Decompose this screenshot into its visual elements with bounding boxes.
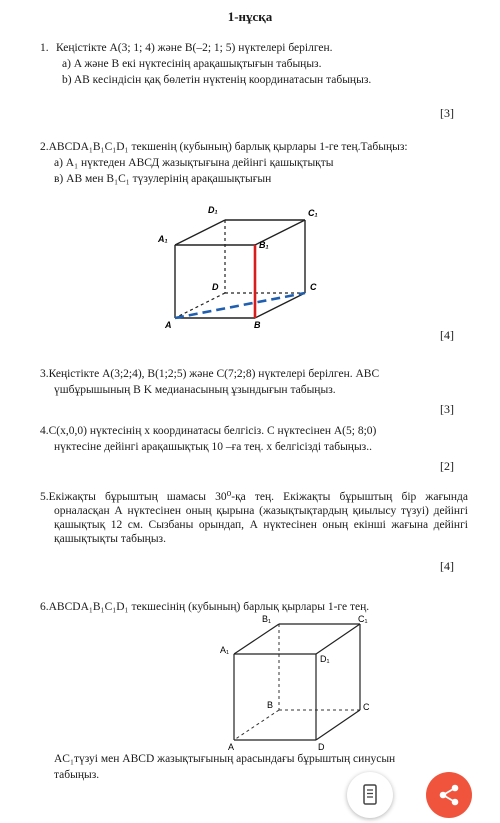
q3-points: [3] bbox=[440, 402, 454, 416]
cube1-visible-edges bbox=[175, 220, 305, 318]
q4-line2: нүктесіне дейінгі арақашықтық 10 –ға тең. x белгісізді табыңыз.. bbox=[54, 441, 372, 453]
q4-points: [2] bbox=[440, 459, 454, 473]
q1-number: 1. bbox=[40, 42, 49, 54]
cube1-label-b: B bbox=[254, 320, 261, 330]
cube2-label-d1: D₁ bbox=[320, 654, 330, 664]
cube1-label-d1: D₁ bbox=[208, 205, 218, 215]
cube1-label-c1: C₁ bbox=[308, 208, 318, 218]
cube1-label-c: C bbox=[310, 282, 317, 292]
q1-stem: Кеңістікте A(3; 1; 4) және B(–2; 1; 5) нүктелері берілген. bbox=[56, 42, 333, 54]
document-icon bbox=[347, 772, 393, 818]
variant-title: 1-нұсқа bbox=[227, 9, 273, 24]
cube2-visible-edges bbox=[234, 624, 360, 740]
q3-line1: 3.Кеңістікте A(3;2;4), B(1;2;5) және C(7;2;8) нүктелері берілген. ABC bbox=[40, 368, 380, 380]
cube-figure-1 bbox=[150, 200, 340, 335]
q5-points: [4] bbox=[440, 559, 454, 573]
share-button[interactable] bbox=[426, 772, 472, 818]
cube1-label-d: D bbox=[212, 282, 219, 292]
q3-line2: үшбұрышының B K медианасының ұзындығын табыңыз. bbox=[54, 384, 336, 396]
cube1-blue-diagonal-ac bbox=[175, 293, 305, 318]
cube2-label-b: B bbox=[267, 700, 274, 710]
cube2-label-c: C bbox=[363, 702, 370, 712]
cube1-label-a1: A₁ bbox=[158, 234, 168, 244]
document-button[interactable] bbox=[347, 772, 393, 818]
q5-text: 5.Екіжақты бұрыштың шамасы 30⁰-қа тең. Екіжақты бұрыштың бір жағында орналасқан А нүктесінен оның қырына (жазықтықтардың қиылысу түзуі) дейінгі қашықтық 12 см. Сызбаны орындап, А нүктесінен оның екінші жағына дейінгі қашықтықты табыңыз. bbox=[40, 491, 468, 545]
q2-part-b: в) AB мен B₁C₁ түзулерінің арақашықтығын bbox=[54, 173, 272, 185]
q2-part-a: а) A₁ нүктеден АВСД жазықтығына дейінгі қашықтықты bbox=[54, 157, 334, 169]
cube-figure-2 bbox=[212, 610, 382, 755]
q4-line1: 4.C(x,0,0) нүктесінің x координатасы белгісіз. С нүктесінен A(5; 8;0) bbox=[40, 425, 377, 437]
cube2-label-c1: C₁ bbox=[358, 614, 368, 624]
q6-task-line2: табыңыз. bbox=[54, 769, 100, 781]
cube2-label-b1: B₁ bbox=[262, 614, 272, 624]
q6-task-line1: AC₁түзуі мен ABCD жазықтығының арасындағы бұрыштың синусын bbox=[54, 753, 396, 765]
cube2-label-a: A bbox=[228, 742, 235, 752]
q2-stem: 2.ABCDA₁B₁C₁D₁ текшенің (кубының) барлық қырлары 1-ге тең.Табыңыз: bbox=[40, 141, 408, 153]
cube1-label-a: A bbox=[165, 320, 172, 330]
share-icon bbox=[426, 772, 472, 818]
cube1-label-b1: B₁ bbox=[259, 240, 269, 250]
cube2-label-d: D bbox=[318, 742, 325, 752]
cube2-label-a1: A₁ bbox=[220, 645, 230, 655]
q1-points: [3] bbox=[440, 106, 454, 120]
q1-part-b: b) AB кесіндісін қақ бөлетін нүктенің координатасын табыңыз. bbox=[62, 74, 372, 86]
q1-part-a: а) A және B екі нүктесінің арақашықтығын табыңыз. bbox=[62, 58, 322, 70]
q2-points: [4] bbox=[440, 328, 454, 342]
q6-stem: 6.ABCDA₁B₁C₁D₁ текшесінің (кубының) барлық қырлары 1-ге тең. bbox=[40, 601, 370, 613]
